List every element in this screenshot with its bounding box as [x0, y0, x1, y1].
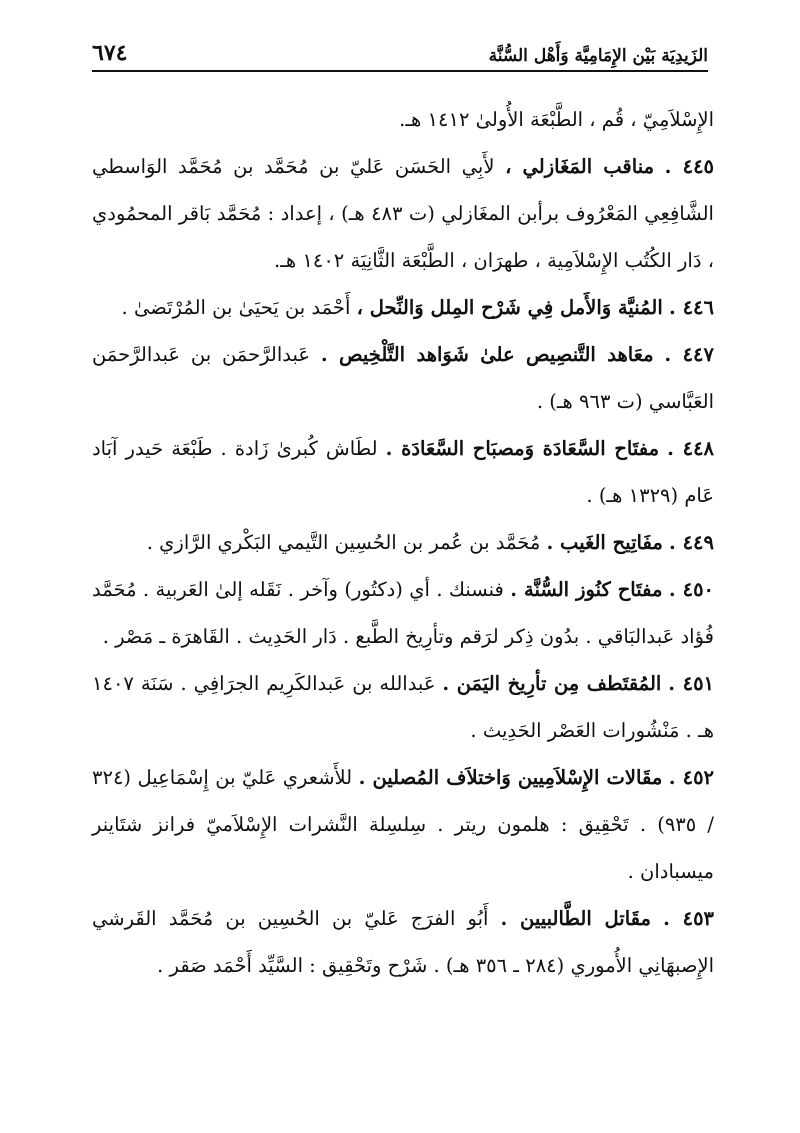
bibliography-entry — [92, 425, 714, 519]
entry-text: أَبُو الفرَج عَليّ بن الحُسِين بن مُحَمَّد القَرشي الإِصبهَانِي الأُموري (٢٨٤ ـ ٣٥٦ هـ) . شَرْح وتَحْقِيق : السَّيِّد أَحْمَد صَقر . — [92, 907, 714, 977]
entry-text: عَبدالرَّحمَن بن عَبدالرَّحمَن العَبَّاسي (ت ٩٦٣ هـ) . — [92, 343, 714, 413]
entry-text: الإِسْلاَمِيّ ، قُم ، الطَّبْعَة الأُولىٰ ١٤١٢ هـ. — [399, 108, 714, 131]
entry-title: مفَاتِيح الغَيب . — [546, 531, 663, 554]
entry-number: ٤٤٩ . — [669, 531, 714, 554]
bibliography-entry — [92, 754, 714, 895]
entry-title: مقَاتل الطَّالبيين . — [500, 907, 651, 930]
page-number: ٦٧٤ — [92, 40, 128, 66]
entry-text: للأَشعري عَليّ بن إِسْمَاعِيل (٣٢٤ / ٩٣٥) . تَحْقِيق : هلمون ريتر . سِلسِلة النَّشرات الإِسْلاَميّ فرانز شتَاينر ميسبادان . — [92, 766, 714, 883]
entry-number: ٤٤٨ . — [667, 437, 715, 460]
entry-title: معَاهد التَّنصِيص علىٰ شَوَاهد التَّلْخِيص . — [320, 343, 654, 366]
entry-text: أَحْمَد بن يَحيَىٰ بن المُرْتَضىٰ . — [121, 296, 351, 319]
entry-number: ٤٥١ . — [668, 672, 715, 695]
bibliography-entry — [92, 895, 714, 989]
bibliography-entry — [92, 331, 714, 425]
bibliography-entry — [92, 143, 714, 284]
running-title: الزَيدِيَة بَيْن الإِمَامِيَّة وَأَهْل السُّنَّة — [488, 46, 708, 66]
bibliography-entry — [92, 566, 714, 660]
entry-title: مناقب المَغَازلي ، — [505, 155, 655, 178]
entry-number: ٤٤٧ . — [664, 343, 714, 366]
entry-text: عَبدالله بن عَبدالكَرِيم الجرَافِي . سَنَة ١٤٠٧ هـ . مَنْشُورات العَصْر الحَدِيث . — [92, 672, 714, 742]
entry-text: مُحَمَّد بن عُمر بن الحُسِين التَّيمي البَكْري الرَّازي . — [146, 531, 541, 554]
header-rule — [92, 70, 708, 72]
entry-number: ٤٤٦ . — [669, 296, 714, 319]
entry-number: ٤٥٠ . — [668, 578, 715, 601]
bibliography-entry — [92, 96, 714, 143]
entry-text: لطَاش كُبرىٰ زَادة . طَبْعَة حَيدر آبَاد عَام (١٣٢٩ هـ) . — [92, 437, 714, 507]
page-header — [92, 28, 708, 66]
entry-title: المُقتَطف مِن تأرِيخ اليَمَن . — [442, 672, 662, 695]
entry-number: ٤٥٢ . — [668, 766, 715, 789]
entry-number: ٤٥٣ . — [663, 907, 715, 930]
entry-title: مقَالات الإِسْلاَمِيين وَاختلاَف المُصلين . — [358, 766, 663, 789]
bibliography-entry — [92, 660, 714, 754]
entry-title: مفتَاح كنُوز السُّنَّة . — [510, 578, 663, 601]
bibliography-entry — [92, 519, 714, 566]
entry-number: ٤٤٥ . — [664, 155, 715, 178]
entry-text: لأَبِي الحَسَن عَليّ بن مُحَمَّد بن مُحَمَّد الوَاسطي الشَّافِعِي المَعْرُوف برأبن المغَازلي (ت ٤٨٣ هـ) ، إعداد : مُحَمَّد بَاقر المحمُودي ، دَار الكُتُب الإِسْلاَمِية ، طهرَان ، الطَّبْعَة الثَّانِيَة ١٤٠٢ هـ. — [92, 155, 714, 272]
bibliography-entry — [92, 284, 714, 331]
entry-title: مفتَاح السَّعَادَة وَمصبَاح السَّعَادَة . — [385, 437, 660, 460]
entry-text: فنسنك . أي (دكتُور) وآخر . نَقَله إلىٰ العَربية . مُحَمَّد فُؤاد عَبدالبَاقي . بدُون ذِكر لرَقم وتأرِيخ الطَّبع . دَار الحَدِيث . القَاهرَة ـ مَصْر . — [92, 578, 714, 648]
bibliography-list — [92, 96, 714, 989]
entry-title: المُنيَّة وَالأَمل فِي شَرْح المِلل وَالنِّحل ، — [356, 296, 663, 319]
